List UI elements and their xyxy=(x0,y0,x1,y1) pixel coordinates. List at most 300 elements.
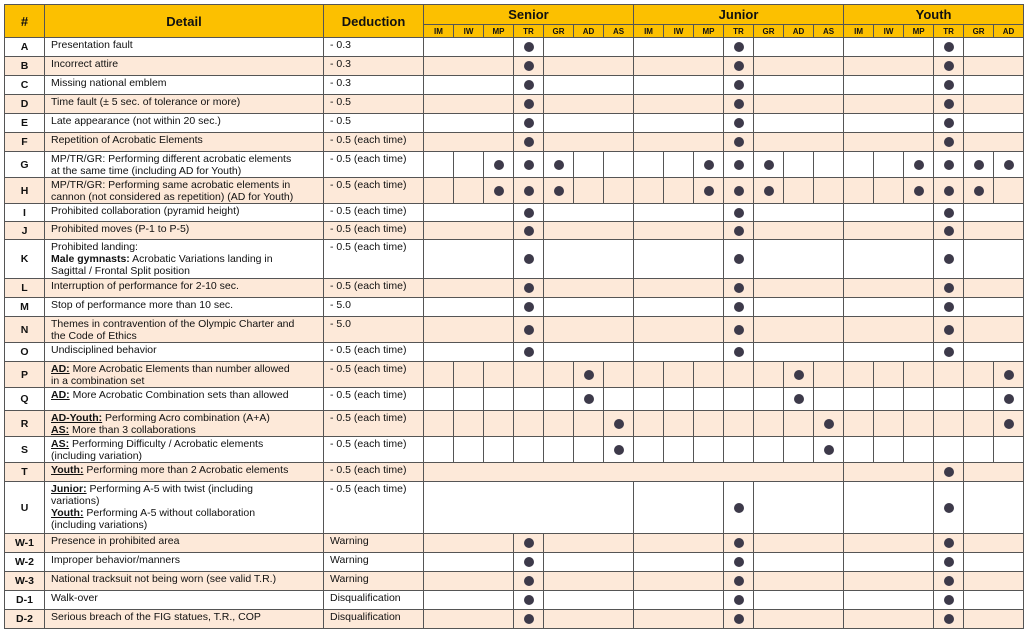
senior-blank xyxy=(544,553,634,572)
row-id: U xyxy=(5,482,45,534)
senior-blank xyxy=(424,95,514,114)
youth-blank xyxy=(964,57,1024,76)
row-detail xyxy=(45,95,324,114)
detail-line: cannon (not considered as repetition) (AD for Youth) xyxy=(51,191,294,203)
row-detail xyxy=(45,343,324,362)
youth-cell xyxy=(994,178,1024,204)
row-id: W-2 xyxy=(5,553,45,572)
applies-dot xyxy=(524,557,534,567)
senior-tr-cell xyxy=(514,133,544,152)
junior-cell xyxy=(634,411,664,437)
youth-cell xyxy=(994,437,1024,463)
applies-dot xyxy=(944,42,954,52)
row-deduction: Disqualification xyxy=(324,591,424,610)
senior-cell xyxy=(544,362,574,388)
applies-dot xyxy=(944,208,954,218)
applies-dot xyxy=(584,394,594,404)
row-detail xyxy=(45,362,324,388)
senior-blank xyxy=(424,57,514,76)
senior-cell xyxy=(514,362,544,388)
applies-dot xyxy=(944,254,954,264)
detail-line: Prohibited landing: xyxy=(51,241,138,253)
row-deduction: - 0.5 (each time) xyxy=(324,411,424,437)
junior-tr-cell xyxy=(724,76,754,95)
row-deduction: - 0.5 (each time) xyxy=(324,463,424,482)
senior-tr-cell xyxy=(514,317,544,343)
applies-dot xyxy=(914,160,924,170)
junior-tr-cell xyxy=(724,114,754,133)
header-number: # xyxy=(5,5,45,38)
applies-dot xyxy=(524,254,534,264)
junior-blank xyxy=(634,95,724,114)
youth-cell xyxy=(964,152,994,178)
junior-blank xyxy=(754,95,844,114)
youth-col-im: IM xyxy=(844,25,874,38)
row-deduction: - 0.5 (each time) xyxy=(324,152,424,178)
senior-blank xyxy=(544,591,634,610)
junior-blank xyxy=(634,534,724,553)
applies-dot xyxy=(554,160,564,170)
row-detail xyxy=(45,279,324,298)
row-id: T xyxy=(5,463,45,482)
junior-cell xyxy=(784,437,814,463)
senior-blank xyxy=(424,572,514,591)
applies-dot xyxy=(734,538,744,548)
row-detail xyxy=(45,411,324,437)
youth-tr-cell xyxy=(934,114,964,133)
row-id: O xyxy=(5,343,45,362)
row-detail xyxy=(45,298,324,317)
senior-cell xyxy=(604,152,634,178)
row-deduction: Warning xyxy=(324,553,424,572)
applies-dot xyxy=(734,80,744,90)
row-detail xyxy=(45,610,324,629)
youth-blank xyxy=(964,610,1024,629)
applies-dot xyxy=(734,118,744,128)
senior-tr-cell xyxy=(514,553,544,572)
senior-cell xyxy=(484,411,514,437)
header-senior: Senior xyxy=(424,5,634,25)
applies-dot xyxy=(734,557,744,567)
youth-blank xyxy=(844,610,934,629)
senior-blank xyxy=(544,610,634,629)
youth-tr-cell xyxy=(934,133,964,152)
youth-col-iw: IW xyxy=(874,25,904,38)
youth-blank xyxy=(844,553,934,572)
applies-dot xyxy=(734,576,744,586)
senior-blank xyxy=(544,222,634,240)
junior-cell xyxy=(814,437,844,463)
junior-tr-cell xyxy=(724,133,754,152)
youth-blank xyxy=(964,240,1024,279)
applies-dot xyxy=(944,226,954,236)
applies-dot xyxy=(1004,160,1014,170)
detail-line: (including variations) xyxy=(51,519,148,531)
junior-col-iw: IW xyxy=(664,25,694,38)
youth-blank xyxy=(844,279,934,298)
row-deduction: - 0.5 xyxy=(324,95,424,114)
applies-dot xyxy=(524,226,534,236)
junior-blank xyxy=(754,591,844,610)
youth-tr-cell xyxy=(934,553,964,572)
junior-blank xyxy=(754,610,844,629)
junior-cell xyxy=(664,437,694,463)
youth-cell xyxy=(904,411,934,437)
senior-blank xyxy=(544,279,634,298)
senior-cell xyxy=(544,178,574,204)
senior-cell xyxy=(424,362,454,388)
applies-dot xyxy=(944,302,954,312)
detail-line: AD: More Acrobatic Combination sets than allowed xyxy=(51,389,289,401)
applies-dot xyxy=(524,614,534,624)
senior-tr-cell xyxy=(514,298,544,317)
row-id: M xyxy=(5,298,45,317)
row-detail xyxy=(45,76,324,95)
table-row xyxy=(5,57,1024,76)
row-deduction: - 0.5 (each time) xyxy=(324,133,424,152)
senior-tr-cell xyxy=(514,534,544,553)
row-id: A xyxy=(5,38,45,57)
detail-line: Incorrect attire xyxy=(51,58,119,70)
youth-blank xyxy=(964,482,1024,534)
senior-blank xyxy=(424,343,514,362)
junior-cell xyxy=(754,362,784,388)
applies-dot xyxy=(524,576,534,586)
senior-cell xyxy=(574,178,604,204)
junior-blank xyxy=(754,317,844,343)
table-body xyxy=(5,38,1024,629)
junior-blank xyxy=(754,204,844,222)
applies-dot xyxy=(734,347,744,357)
applies-dot xyxy=(524,325,534,335)
applies-dot xyxy=(494,186,504,196)
senior-cell xyxy=(454,178,484,204)
applies-dot xyxy=(944,118,954,128)
row-detail xyxy=(45,240,324,279)
junior-tr-cell xyxy=(724,204,754,222)
applies-dot xyxy=(734,254,744,264)
row-deduction: - 0.5 (each time) xyxy=(324,222,424,240)
detail-line: Prohibited moves (P-1 to P-5) xyxy=(51,223,190,235)
detail-line: Serious breach of the FIG statues, T.R., COP xyxy=(51,611,261,623)
youth-cell xyxy=(844,178,874,204)
row-deduction: Warning xyxy=(324,534,424,553)
senior-cell xyxy=(514,411,544,437)
junior-tr-cell xyxy=(724,279,754,298)
junior-tr-cell xyxy=(724,222,754,240)
senior-tr-cell xyxy=(514,114,544,133)
row-deduction: - 0.5 (each time) xyxy=(324,279,424,298)
table-row xyxy=(5,534,1024,553)
senior-tr-cell xyxy=(514,343,544,362)
table-row xyxy=(5,178,1024,204)
senior-cell xyxy=(544,411,574,437)
detail-line: Prohibited collaboration (pyramid height) xyxy=(51,205,240,217)
applies-dot xyxy=(944,160,954,170)
senior-blank xyxy=(544,343,634,362)
row-detail xyxy=(45,152,324,178)
junior-tr-cell xyxy=(724,57,754,76)
senior-blank xyxy=(424,591,514,610)
row-detail xyxy=(45,317,324,343)
senior-cell xyxy=(604,411,634,437)
applies-dot xyxy=(704,186,714,196)
junior-cell xyxy=(814,152,844,178)
senior-blank xyxy=(544,298,634,317)
junior-blank xyxy=(634,591,724,610)
youth-tr-cell xyxy=(934,572,964,591)
senior-cell xyxy=(424,437,454,463)
detail-line: AD-Youth: Performing Acro combination (A+A) xyxy=(51,412,270,424)
youth-blank xyxy=(964,534,1024,553)
senior-blank xyxy=(424,222,514,240)
youth-cell xyxy=(994,362,1024,388)
junior-cell xyxy=(784,362,814,388)
senior-col-as: AS xyxy=(604,25,634,38)
junior-tr-cell xyxy=(724,553,754,572)
table-row xyxy=(5,76,1024,95)
table-row xyxy=(5,240,1024,279)
senior-blank xyxy=(544,76,634,95)
youth-blank xyxy=(964,95,1024,114)
table-row xyxy=(5,362,1024,388)
row-deduction: - 0.3 xyxy=(324,76,424,95)
detail-line: Late appearance (not within 20 sec.) xyxy=(51,115,221,127)
applies-dot xyxy=(944,614,954,624)
row-id: W-1 xyxy=(5,534,45,553)
header-deduction: Deduction xyxy=(324,5,424,38)
applies-dot xyxy=(524,302,534,312)
detail-line: AD: More Acrobatic Elements than number allowed xyxy=(51,363,290,375)
table-row xyxy=(5,437,1024,463)
junior-cell xyxy=(724,152,754,178)
junior-blank xyxy=(634,133,724,152)
junior-blank xyxy=(634,553,724,572)
applies-dot xyxy=(524,208,534,218)
senior-blank xyxy=(544,38,634,57)
youth-cell xyxy=(904,178,934,204)
junior-tr-cell xyxy=(724,317,754,343)
table-row xyxy=(5,343,1024,362)
senior-cell xyxy=(424,152,454,178)
applies-dot xyxy=(734,99,744,109)
row-deduction: - 0.5 (each time) xyxy=(324,204,424,222)
senior-cell xyxy=(484,178,514,204)
junior-cell xyxy=(724,388,754,411)
applies-dot xyxy=(704,160,714,170)
detail-line: National tracksuit not being worn (see valid T.R.) xyxy=(51,573,277,585)
youth-cell xyxy=(874,152,904,178)
applies-dot xyxy=(944,186,954,196)
senior-blank xyxy=(424,482,634,534)
table-row xyxy=(5,152,1024,178)
junior-cell xyxy=(814,388,844,411)
junior-cell xyxy=(634,362,664,388)
table-row xyxy=(5,114,1024,133)
applies-dot xyxy=(974,186,984,196)
detail-line: Repetition of Acrobatic Elements xyxy=(51,134,203,146)
junior-blank xyxy=(634,204,724,222)
row-id: D xyxy=(5,95,45,114)
applies-dot xyxy=(494,160,504,170)
applies-dot xyxy=(524,80,534,90)
senior-cell xyxy=(574,152,604,178)
senior-blank xyxy=(544,114,634,133)
detail-line: Sagittal / Frontal Split position xyxy=(51,265,190,277)
youth-blank xyxy=(844,343,934,362)
junior-cell xyxy=(754,388,784,411)
senior-cell xyxy=(424,178,454,204)
junior-cell xyxy=(634,388,664,411)
junior-blank xyxy=(754,240,844,279)
applies-dot xyxy=(944,347,954,357)
header-youth: Youth xyxy=(844,5,1024,25)
youth-blank xyxy=(844,298,934,317)
applies-dot xyxy=(944,595,954,605)
applies-dot xyxy=(944,99,954,109)
senior-tr-cell xyxy=(514,204,544,222)
junior-cell xyxy=(754,437,784,463)
row-detail xyxy=(45,591,324,610)
youth-col-ad: AD xyxy=(994,25,1024,38)
applies-dot xyxy=(584,370,594,380)
table-row xyxy=(5,298,1024,317)
row-detail xyxy=(45,463,324,482)
applies-dot xyxy=(524,160,534,170)
youth-tr-cell xyxy=(934,534,964,553)
detail-line: MP/TR/GR: Performing different acrobatic elements xyxy=(51,153,292,165)
youth-blank xyxy=(964,317,1024,343)
youth-cell xyxy=(844,411,874,437)
row-id: G xyxy=(5,152,45,178)
applies-dot xyxy=(524,61,534,71)
youth-cell xyxy=(874,411,904,437)
senior-cell xyxy=(574,388,604,411)
row-deduction: - 0.3 xyxy=(324,57,424,76)
youth-cell xyxy=(904,437,934,463)
applies-dot xyxy=(794,394,804,404)
youth-blank xyxy=(964,76,1024,95)
junior-cell xyxy=(694,411,724,437)
senior-blank xyxy=(424,240,514,279)
junior-cell xyxy=(664,388,694,411)
senior-cell xyxy=(544,388,574,411)
youth-tr-cell xyxy=(934,76,964,95)
junior-cell xyxy=(784,411,814,437)
youth-tr-cell xyxy=(934,298,964,317)
row-id: I xyxy=(5,204,45,222)
senior-blank xyxy=(544,57,634,76)
youth-cell xyxy=(874,362,904,388)
senior-cell xyxy=(604,362,634,388)
youth-blank xyxy=(844,133,934,152)
detail-line: at the same time (including AD for Youth) xyxy=(51,165,242,177)
row-id: J xyxy=(5,222,45,240)
applies-dot xyxy=(524,118,534,128)
applies-dot xyxy=(1004,370,1014,380)
applies-dot xyxy=(974,160,984,170)
applies-dot xyxy=(764,186,774,196)
youth-blank xyxy=(844,534,934,553)
senior-tr-cell xyxy=(514,591,544,610)
row-id: R xyxy=(5,411,45,437)
youth-cell xyxy=(964,362,994,388)
youth-tr-cell xyxy=(934,317,964,343)
applies-dot xyxy=(944,61,954,71)
senior-blank xyxy=(424,317,514,343)
row-detail xyxy=(45,388,324,411)
junior-blank xyxy=(754,553,844,572)
row-id: D-2 xyxy=(5,610,45,629)
senior-cell xyxy=(604,388,634,411)
junior-blank xyxy=(634,482,724,534)
applies-dot xyxy=(734,186,744,196)
senior-cell xyxy=(454,362,484,388)
row-id: F xyxy=(5,133,45,152)
table-row xyxy=(5,317,1024,343)
junior-cell xyxy=(784,152,814,178)
table-row xyxy=(5,553,1024,572)
junior-cell xyxy=(634,437,664,463)
applies-dot xyxy=(944,137,954,147)
junior-col-im: IM xyxy=(634,25,664,38)
applies-dot xyxy=(614,419,624,429)
deduction-table xyxy=(4,4,1024,629)
senior-tr-cell xyxy=(514,222,544,240)
youth-blank xyxy=(844,463,934,482)
youth-tr-cell xyxy=(934,343,964,362)
youth-tr-cell xyxy=(934,222,964,240)
youth-blank xyxy=(964,133,1024,152)
youth-blank xyxy=(964,204,1024,222)
junior-blank xyxy=(754,343,844,362)
senior-blank xyxy=(544,133,634,152)
youth-tr-cell xyxy=(934,57,964,76)
senior-blank xyxy=(544,240,634,279)
youth-blank xyxy=(844,95,934,114)
junior-col-as: AS xyxy=(814,25,844,38)
junior-cell xyxy=(724,178,754,204)
youth-cell xyxy=(964,437,994,463)
detail-line: Junior: Performing A-5 with twist (including xyxy=(51,483,253,495)
table-row xyxy=(5,204,1024,222)
applies-dot xyxy=(794,370,804,380)
youth-cell xyxy=(994,388,1024,411)
junior-blank xyxy=(754,279,844,298)
detail-line: Undisciplined behavior xyxy=(51,344,157,356)
applies-dot xyxy=(944,467,954,477)
senior-cell xyxy=(454,388,484,411)
junior-col-ad: AD xyxy=(784,25,814,38)
youth-blank xyxy=(964,222,1024,240)
junior-tr-cell xyxy=(724,343,754,362)
junior-tr-cell xyxy=(724,534,754,553)
table-row xyxy=(5,463,1024,482)
senior-cell xyxy=(514,152,544,178)
table-row xyxy=(5,572,1024,591)
senior-col-gr: GR xyxy=(544,25,574,38)
row-deduction: - 5.0 xyxy=(324,317,424,343)
applies-dot xyxy=(524,186,534,196)
row-id: N xyxy=(5,317,45,343)
applies-dot xyxy=(734,283,744,293)
senior-tr-cell xyxy=(514,57,544,76)
table-row xyxy=(5,279,1024,298)
junior-cell xyxy=(694,178,724,204)
header-detail: Detail xyxy=(45,5,324,38)
senior-cell xyxy=(454,411,484,437)
row-deduction: - 5.0 xyxy=(324,298,424,317)
